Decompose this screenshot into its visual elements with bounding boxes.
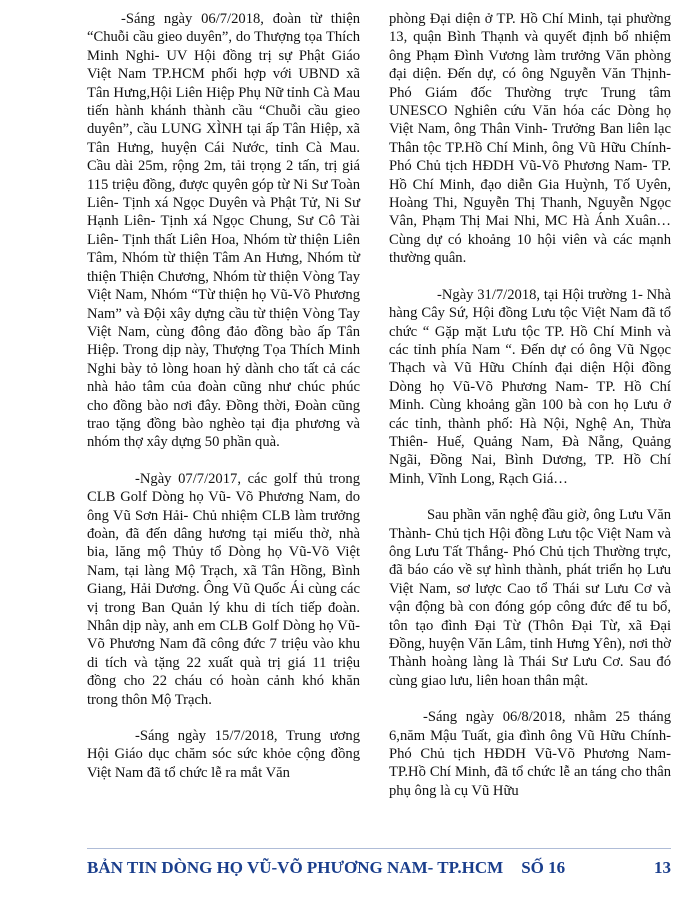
page-number: 13 (654, 858, 671, 877)
newsletter-title: BẢN TIN DÒNG HỌ VŨ-VÕ PHƯƠNG NAM- TP.HCM (87, 858, 504, 877)
right-column (389, 10, 671, 800)
article-golden-bridge: -Sáng ngày 06/7/2018, đoàn từ thiện “Chuỗi cầu gieo duyên”, do Thượng tọa Thích Minh Nghi- UV Hội đồng trị sự Phật Giáo Việt Nam TP.HCM phối hợp với UBND xã Tân Hưng,Hội Liên Hiệp Phụ Nữ tỉnh Cà Mau tiến hành khánh thành cầu “Chuỗi cầu gieo duyên”, cầu LUNG XÌNH tại ấp Tân Hiệp, xã Tân Hưng, huyện Cái Nước, tỉnh Cà Mau. Cầu dài 25m, rộng 2m, tải trọng 2 tấn, trị giá 115 triệu đồng, được quyên góp từ Ni Sư Toàn Liên- Tịnh xá Ngọc Duyên và Phật Tử, Ni Sư Hạnh Liên- Tịnh xá Ngọc Chung, Sư Cô Tài Liên- Tịnh thất Liên Hoa, Nhóm từ thiện Liên Tâm, Nhóm từ thiện Tâm An Hưng, Nhóm từ thiện Thiện Chương, Nhóm từ thiện Vòng Tay Việt Nam, Nhóm “Từ thiện họ Vũ-Võ Phương Nam” và Đội xây dựng cầu từ thiện Vòng Tay Việt Nam, cùng đông đảo đồng bào ấp Tân Hiệp. Trong dịp này, Thượng Tọa Thích Minh Nghi bày tỏ lòng hoan hỷ dành cho tất cả các nhà hảo tâm của đoàn cũng như chúc phúc cho đồng bào nơi đây. Đồng thời, Đoàn cũng trao tặng đồng bào nghèo tại địa phương và nhóm thợ xây dựng 50 phần quà. (87, 11, 360, 451)
page-footer (87, 850, 671, 886)
left-column (87, 10, 360, 782)
article-golf-club: -Ngày 07/7/2017, các golf thủ trong CLB Golf Dòng họ Vũ- Võ Phương Nam, do ông Vũ Sơn Hải- Chủ nhiệm CLB làm trưởng đoàn, đã đến dâng hương tại miếu thờ, nhà bia, lăng mộ Thủy tổ Dòng họ Vũ-Võ Việt Nam, tại làng Mộ Trạch, xã Tân Hồng, Bình Giang, Hải Dương. Ông Vũ Quốc Ái cùng các vị trong Ban Quản lý khu di tích tiếp đoàn. Nhân dịp này, anh em CLB Golf Dòng họ Vũ-Võ Phương Nam đã công đức 7 triệu vào khu di tích và tặng 22 xuất quà trị giá 11 triệu đồng cho 22 cháu có hoàn cảnh khó khăn trong thôn Mộ Trạch. (87, 470, 360, 708)
article-luu-clan-report: Sau phần văn nghệ đầu giờ, ông Lưu Văn Thành- Chủ tịch Hội đồng Lưu tộc Việt Nam và ông Lưu Tất Thắng- Phó Chủ tịch Thường trực, đã báo cáo về sự hình thành, phát triển họ Lưu Việt Nam, sơ lược Cao tổ Thái sư Lưu Cơ và vận động bà con đóng góp công đức để tu bổ, tôn tạo đình Đại Từ (Thôn Đại Từ, xã Đại Đồng, huyện Văn Lâm, tỉnh Hưng Yên), nơi thờ Thành hoàng làng là Thái Sư Lưu Cơ. Sau đó cùng giao lưu, liên hoan thân mật. (389, 507, 671, 689)
article-luu-clan-meeting: -Ngày 31/7/2018, tại Hội trường 1- Nhà hàng Cây Sứ, Hội đồng Lưu tộc Việt Nam đã tổ chức “ Gặp mặt Lưu tộc TP. Hồ Chí Minh và các tỉnh phía Nam “. Đến dự có ông Vũ Ngọc Thạch và Vũ Hữu Chính đại diện Hội đồng Dòng họ Vũ-Võ Phương Nam- TP. Hồ Chí Minh. Cùng khoảng gần 100 bà con họ Lưu ở các tỉnh, thành phố: Hà Nội, Nghệ An, Thừa Thiên- Huế, Quảng Nam, Đà Nẵng, Quảng Ngãi, Đồng Nai, Bình Dương, TP. Hồ Chí Minh, Vĩnh Long, Rạch Giá… (389, 286, 671, 487)
footer-divider (87, 848, 671, 849)
article-health-office-start: -Sáng ngày 15/7/2018, Trung ương Hội Giáo dục chăm sóc sức khỏe cộng đồng Việt Nam đã tổ chức lễ ra mắt Văn (87, 728, 360, 781)
footer-left (87, 858, 565, 878)
article-funeral: -Sáng ngày 06/8/2018, nhằm 25 tháng 6,năm Mậu Tuất, gia đình ông Vũ Hữu Chính- Phó Chủ tịch HĐDH Vũ-Võ Phương Nam-TP.Hồ Chí Minh, đã tổ chức lễ an táng cho thân phụ ông là cụ Vũ Hữu (389, 709, 671, 799)
issue-number: SỐ 16 (521, 858, 566, 877)
article-health-office-continued: phòng Đại diện ở TP. Hồ Chí Minh, tại phường 13, quận Bình Thạnh và quyết định bổ nhiệm ông Phạm Đình Vương làm trưởng Văn phòng đại diện. Đến dự, có ông Nguyễn Văn Thịnh- Phó Giám đốc Thường trực Trung tâm UNESCO Nghiên cứu Văn hóa các Dòng họ Việt Nam, ông Thân Vinh- Trưởng Ban liên lạc Thân tộc TP.Hồ Chí Minh, ông Vũ Hữu Chính- Phó Chủ tịch HĐDH Vũ-Võ Phương Nam- TP. Hồ Chí Minh, đạo diễn Gia Huỳnh, Tố Uyên, Hoàng Thi, Nguyễn Thị Thanh, Nguyễn Ngọc Vân, Phạm Thị Mai Nhi, MC Hà Ánh Xuân…Cùng dự có khoảng 10 hội viên và các mạnh thường quân. (389, 11, 671, 267)
